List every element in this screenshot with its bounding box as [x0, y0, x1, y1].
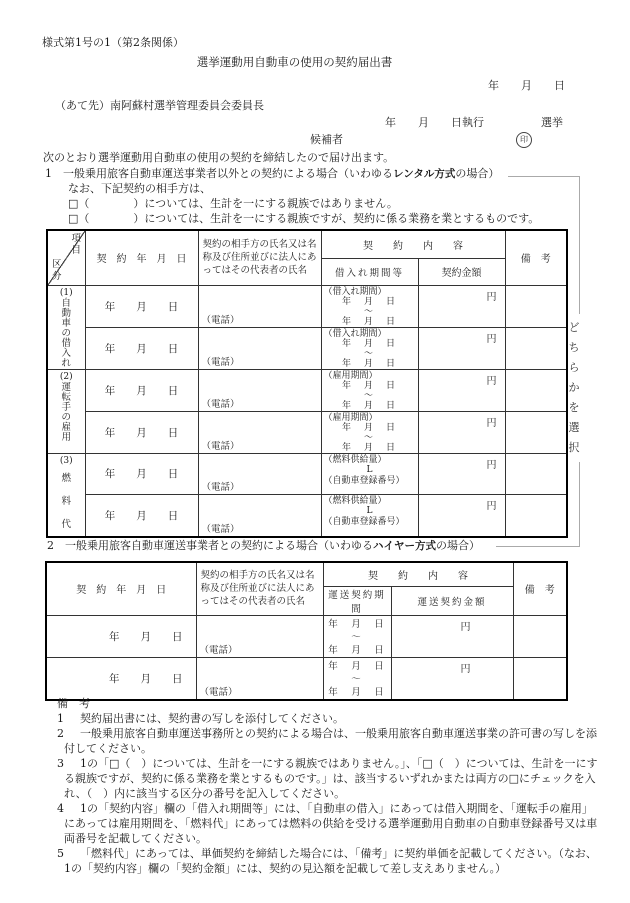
section2-heading — [47, 539, 480, 553]
period-to: 年 月 日 — [328, 686, 386, 698]
amount-cell: 円 — [391, 657, 513, 700]
period-cell — [321, 327, 418, 369]
period-cell — [323, 657, 391, 700]
partner-cell — [198, 285, 321, 327]
contract-date-cell: 年 月 日 — [85, 327, 198, 369]
fuel-supply-caption: （燃料供給量） — [323, 454, 387, 465]
tel-label: （電話） — [199, 644, 238, 656]
period-to: 年 月 日 — [341, 400, 397, 411]
period-cell — [321, 369, 418, 411]
candidate-line — [310, 132, 532, 148]
period-from: 年 月 日 — [341, 380, 397, 391]
remarks-cell — [505, 285, 567, 327]
note-text: 契約届出書には、契約書の写しを添付してください。 — [80, 712, 344, 725]
period-tilde: ～ — [363, 390, 375, 401]
checkbox-line-1 — [68, 197, 398, 211]
section1-heading-text: 一般乗用旅客自動車運送事業者以外との契約による場合（いわゆる — [63, 167, 393, 180]
registration-caption: （自動車登録番号） — [323, 475, 405, 486]
period-tilde: ～ — [363, 348, 375, 359]
note-text: 1の「契約内容」欄の「借入れ期間等」には、「自動車の借入」にあっては借入期間を、「運転手の雇用」にあっては雇用期間を、「燃料代」にあっては燃料の供給を受ける選挙運動用自動車の自動車登録番号又は車両番号を記載してください。 — [64, 802, 598, 845]
bracket-top-connector — [508, 176, 580, 177]
header-transport-amount: 運送契約金額 — [391, 586, 513, 615]
header-period: 借入れ期間等 — [321, 258, 418, 285]
rental-contract-table — [46, 229, 568, 538]
partner-cell — [198, 327, 321, 369]
period-to: 年 月 日 — [328, 644, 386, 656]
note-number: 3 — [57, 757, 64, 770]
tel-label: （電話） — [201, 398, 240, 410]
tel-label: （電話） — [201, 482, 240, 494]
partner-cell — [198, 495, 321, 537]
bracket-vertical-line — [579, 176, 580, 314]
corner-header-cell — [47, 230, 85, 285]
registration-caption: （自動車登録番号） — [323, 517, 405, 528]
period-caption: （雇用期間） — [323, 370, 378, 381]
contract-date-cell: 年 月 日 — [46, 657, 196, 700]
header-amount: 契約金額 — [418, 258, 505, 285]
contract-date-cell: 年 月 日 — [85, 495, 198, 537]
period-caption: （借入れ期間） — [323, 286, 387, 297]
fuel-period-cell — [321, 495, 418, 537]
group-number: (3) — [59, 455, 73, 466]
notes-section — [57, 696, 602, 876]
bracket-bottom-connector — [496, 546, 580, 547]
partner-cell — [198, 453, 321, 495]
notes-title: 備 考 — [57, 697, 90, 710]
note-item-4 — [57, 801, 602, 846]
period-from: 年 月 日 — [341, 338, 397, 349]
period-tilde: ～ — [351, 631, 363, 643]
period-from: 年 月 日 — [341, 422, 397, 433]
note-item-2 — [57, 726, 602, 756]
amount-cell: 円 — [418, 285, 505, 327]
period-tilde: ～ — [363, 306, 375, 317]
period-cell — [323, 615, 391, 657]
header-contract-date: 契 約 年 月 日 — [85, 230, 198, 285]
amount-cell: 円 — [418, 327, 505, 369]
period-caption: （借入れ期間） — [323, 328, 387, 339]
contract-date-cell: 年 月 日 — [85, 411, 198, 453]
checkbox-line-2 — [68, 212, 539, 226]
period-from: 年 月 日 — [341, 296, 397, 307]
period-from: 年 月 日 — [328, 660, 386, 672]
group-number: (2) — [59, 371, 73, 382]
amount-cell: 円 — [418, 453, 505, 495]
remarks-cell — [513, 615, 567, 657]
checkbox-icon: □ — [68, 212, 79, 225]
tel-label: （電話） — [201, 356, 240, 368]
partner-cell — [196, 657, 323, 700]
amount-cell: 円 — [418, 411, 505, 453]
period-from: 年 月 日 — [328, 618, 386, 630]
partner-cell — [198, 369, 321, 411]
note-text: 一般乗用旅客自動車運送事務所との契約による場合は、一般乗用旅客自動車運送事業の許可書の写しを添付してください。 — [64, 727, 597, 755]
group-name: 自動車の借入れ — [61, 297, 71, 369]
period-to: 年 月 日 — [341, 358, 397, 369]
rental-method-label: レンタル方式 — [393, 168, 456, 180]
tel-label: （電話） — [201, 523, 240, 535]
liter-unit: L — [366, 464, 373, 475]
seal-mark-icon: 印 — [516, 132, 532, 148]
section2-heading-text: 一般乗用旅客自動車運送事業者との契約による場合（いわゆる — [65, 539, 373, 552]
execution-line — [385, 116, 563, 130]
corner-item-label: 項目 — [71, 233, 82, 256]
election-label: 選挙 — [541, 116, 563, 129]
partner-cell — [196, 615, 323, 657]
group-name: 燃料代 — [61, 472, 71, 530]
tel-label: （電話） — [201, 314, 240, 326]
remarks-cell — [505, 411, 567, 453]
header-contract-content: 契 約 内 容 — [323, 562, 513, 586]
header-transport-period: 運送契約期間 — [323, 586, 391, 615]
note-text: 1の「□（ ）については、生計を一にする親族ではありません。」、「□（ ）については、生計を一にする親族ですが、契約に係る業務を業とするものです。」は、該当するいずれかまたは両方の□にチェックを入れ、（ ）内に該当する区分の番号を記入してください。 — [64, 757, 598, 800]
remarks-cell — [505, 369, 567, 411]
contract-date-cell: 年 月 日 — [85, 369, 198, 411]
note-number: 1 — [57, 712, 64, 725]
note-number: 5 — [57, 847, 64, 860]
period-tilde: ～ — [363, 432, 375, 443]
corner-class-label: 区分 — [52, 258, 62, 282]
period-cell — [321, 411, 418, 453]
remarks-cell — [513, 657, 567, 700]
contract-date-cell: 年 月 日 — [85, 453, 198, 495]
period-to: 年 月 日 — [341, 442, 397, 453]
nao-line: なお、下記契約の相手方は、 — [68, 182, 211, 195]
intro-line: 次のとおり選挙運動用自動車の使用の契約を締結したので届け出ます。 — [43, 151, 395, 164]
header-partner: 契約の相手方の氏名又は名称及び住所並びに法人にあってはその代表者の氏名 — [196, 562, 323, 615]
note-item-5 — [57, 846, 602, 876]
tel-label: （電話） — [201, 440, 240, 452]
fuel-supply-caption: （燃料供給量） — [323, 496, 387, 507]
header-remarks: 備 考 — [513, 562, 567, 615]
section1-heading-tail: の場合） — [455, 167, 500, 180]
header-partner: 契約の相手方の氏名又は名称及び住所並びに法人にあってはその代表者の氏名 — [198, 230, 321, 285]
period-to: 年 月 日 — [341, 316, 397, 327]
checkbox-icon: □ — [68, 197, 79, 210]
execution-date-blank: 年 月 日執行 — [385, 116, 484, 129]
remarks-cell — [505, 453, 567, 495]
note-item-1 — [57, 711, 602, 726]
section2-heading-tail: の場合） — [436, 539, 480, 552]
hire-method-label: ハイヤー方式 — [373, 540, 436, 552]
page-title: 選挙運動用自動車の使用の契約届出書 — [196, 55, 393, 69]
period-caption: （雇用期間） — [323, 412, 378, 423]
contract-date-cell: 年 月 日 — [46, 615, 196, 657]
partner-cell — [198, 411, 321, 453]
addressee-line: （あて先）南阿蘇村選挙管理委員会委員長 — [55, 99, 264, 112]
period-tilde: ～ — [351, 673, 363, 685]
date-blank-line: 年 月 日 — [488, 79, 565, 92]
amount-cell: 円 — [391, 615, 513, 657]
form-number: 様式第1号の1（第2条関係） — [42, 36, 184, 49]
note-number: 4 — [57, 802, 64, 815]
bracket-vertical-line — [579, 462, 580, 547]
checkbox-text: （ ）については、生計を一にする親族ではありません。 — [78, 197, 398, 210]
period-cell — [321, 285, 418, 327]
header-remarks: 備 考 — [505, 230, 567, 285]
group-name: 運転手の雇用 — [61, 381, 71, 443]
amount-cell: 円 — [418, 495, 505, 537]
section1-heading — [45, 167, 499, 181]
note-item-3 — [57, 756, 602, 801]
remarks-cell — [505, 327, 567, 369]
header-contract-date: 契 約 年 月 日 — [46, 562, 196, 615]
candidate-label: 候補者 — [310, 133, 343, 146]
group-label-fuel-cost — [47, 453, 85, 537]
group-label-driver-hire — [47, 369, 85, 453]
group-number: (1) — [59, 287, 73, 298]
hire-contract-table — [45, 561, 568, 701]
note-number: 2 — [57, 727, 64, 740]
section2-number: 2 — [47, 539, 54, 552]
section1-number: 1 — [45, 167, 52, 180]
fuel-period-cell — [321, 453, 418, 495]
checkbox-text: （ ）については、生計を一にする親族ですが、契約に係る業務を業とするものです。 — [78, 212, 540, 225]
header-contract-content: 契 約 内 容 — [321, 230, 505, 258]
tel-label: （電話） — [199, 686, 238, 698]
choose-either-note: どちらかを選択 — [568, 321, 580, 454]
liter-unit: L — [366, 506, 373, 517]
contract-date-cell: 年 月 日 — [85, 285, 198, 327]
amount-cell: 円 — [418, 369, 505, 411]
note-text: 「燃料代」にあっては、単価契約を締結した場合には、「備考」に契約単価を記載してください。（なお、1の「契約内容」欄の「契約金額」には、契約の見込額を記載して差し支えありません。） — [64, 847, 597, 875]
remarks-cell — [505, 495, 567, 537]
group-label-car-rental — [47, 285, 85, 369]
